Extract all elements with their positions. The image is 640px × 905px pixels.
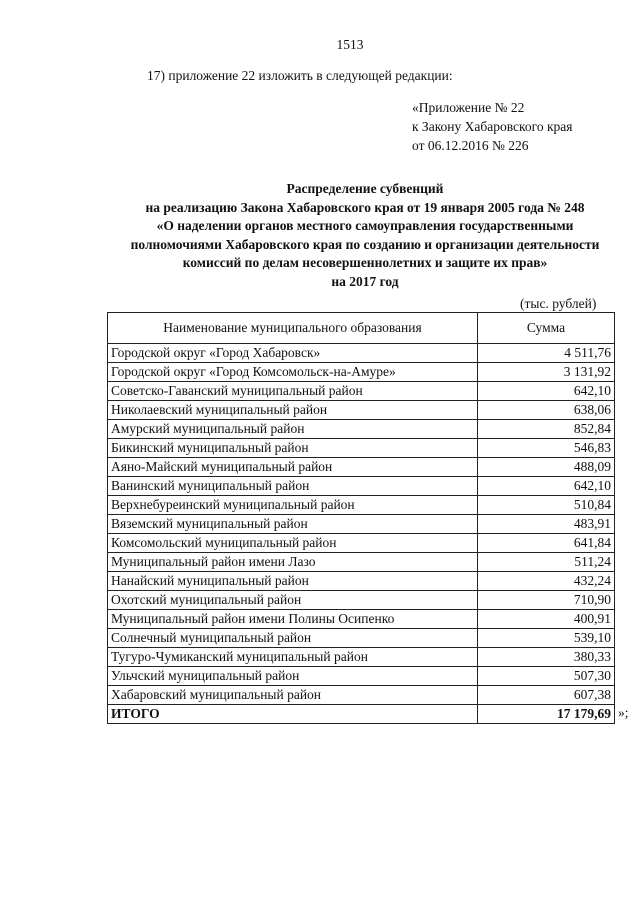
table-total-row — [108, 705, 615, 724]
closing-quote: »; — [618, 705, 629, 720]
municipality-name: Городской округ «Город Хабаровск» — [108, 344, 478, 363]
municipality-name: Бикинский муниципальный район — [108, 439, 478, 458]
amount: 380,33 — [478, 648, 615, 667]
title-line: комиссий по делам несовершеннолетних и защите их прав» — [182, 255, 548, 270]
appendix-line: от 06.12.2016 № 226 — [412, 138, 529, 153]
table-row — [108, 648, 615, 667]
table-row — [108, 363, 615, 382]
municipality-name: Нанайский муниципальный район — [108, 572, 478, 591]
municipality-name: Муниципальный район имени Полины Осипенко — [108, 610, 478, 629]
table-row — [108, 667, 615, 686]
title-line: Распределение субвенций — [286, 181, 444, 196]
amount: 510,84 — [478, 496, 615, 515]
appendix-line: «Приложение № 22 — [412, 100, 525, 115]
amount: 3 131,92 — [478, 363, 615, 382]
municipality-name: Верхнебуреинский муниципальный район — [108, 496, 478, 515]
table-row — [108, 572, 615, 591]
title-line: «О наделении органов местного самоуправления государственными — [156, 218, 574, 233]
title-line: полномочиями Хабаровского края по созданию и организации деятельности — [130, 236, 600, 252]
amount: 607,38 — [478, 686, 615, 705]
table-row — [108, 610, 615, 629]
subsidy-table — [107, 312, 615, 724]
municipality-name: Солнечный муниципальный район — [108, 629, 478, 648]
amount: 852,84 — [478, 420, 615, 439]
title-line: на реализацию Закона Хабаровского края от 19 января 2005 года № 248 — [145, 199, 585, 215]
header-sum: Сумма — [478, 313, 615, 344]
amount: 17 179,69 — [478, 705, 615, 724]
municipality-name: Ванинский муниципальный район — [108, 477, 478, 496]
table-row — [108, 439, 615, 458]
table-row — [108, 458, 615, 477]
municipality-name: Тугуро-Чумиканский муниципальный район — [108, 648, 478, 667]
municipality-name: ИТОГО — [108, 705, 478, 724]
appendix-line: к Закону Хабаровского края — [412, 119, 573, 134]
table-row — [108, 534, 615, 553]
table-row — [108, 591, 615, 610]
units-label: (тыс. рублей) — [520, 296, 597, 311]
amount: 638,06 — [478, 401, 615, 420]
municipality-name: Николаевский муниципальный район — [108, 401, 478, 420]
municipality-name: Хабаровский муниципальный район — [108, 686, 478, 705]
table-row — [108, 629, 615, 648]
table-row — [108, 686, 615, 705]
municipality-name: Комсомольский муниципальный район — [108, 534, 478, 553]
amount: 432,24 — [478, 572, 615, 591]
table-row — [108, 477, 615, 496]
table-row — [108, 496, 615, 515]
amount: 483,91 — [478, 515, 615, 534]
title-line: на 2017 год — [331, 273, 399, 289]
document-title — [100, 180, 630, 291]
municipality-name: Муниципальный район имени Лазо — [108, 553, 478, 572]
table-row — [108, 344, 615, 363]
amount: 641,84 — [478, 534, 615, 553]
amount: 488,09 — [478, 458, 615, 477]
amount: 642,10 — [478, 477, 615, 496]
intro-text: 17) приложение 22 изложить в следующей редакции: — [147, 68, 453, 83]
table-row — [108, 515, 615, 534]
municipality-name: Вяземский муниципальный район — [108, 515, 478, 534]
appendix-reference — [412, 98, 573, 155]
table-row — [108, 420, 615, 439]
municipality-name: Советско-Гаванский муниципальный район — [108, 382, 478, 401]
amount: 546,83 — [478, 439, 615, 458]
amount: 4 511,76 — [478, 344, 615, 363]
amount: 511,24 — [478, 553, 615, 572]
municipality-name: Ульчский муниципальный район — [108, 667, 478, 686]
header-name: Наименование муниципального образования — [108, 313, 478, 344]
amount: 642,10 — [478, 382, 615, 401]
amount: 710,90 — [478, 591, 615, 610]
table-header-row — [108, 313, 615, 344]
table-row — [108, 382, 615, 401]
page-number: 1513 — [336, 37, 364, 52]
municipality-name: Амурский муниципальный район — [108, 420, 478, 439]
amount: 539,10 — [478, 629, 615, 648]
municipality-name: Аяно-Майский муниципальный район — [108, 458, 478, 477]
table-row — [108, 553, 615, 572]
table-row — [108, 401, 615, 420]
municipality-name: Охотский муниципальный район — [108, 591, 478, 610]
amount: 400,91 — [478, 610, 615, 629]
amount: 507,30 — [478, 667, 615, 686]
municipality-name: Городской округ «Город Комсомольск-на-Амуре» — [108, 363, 478, 382]
